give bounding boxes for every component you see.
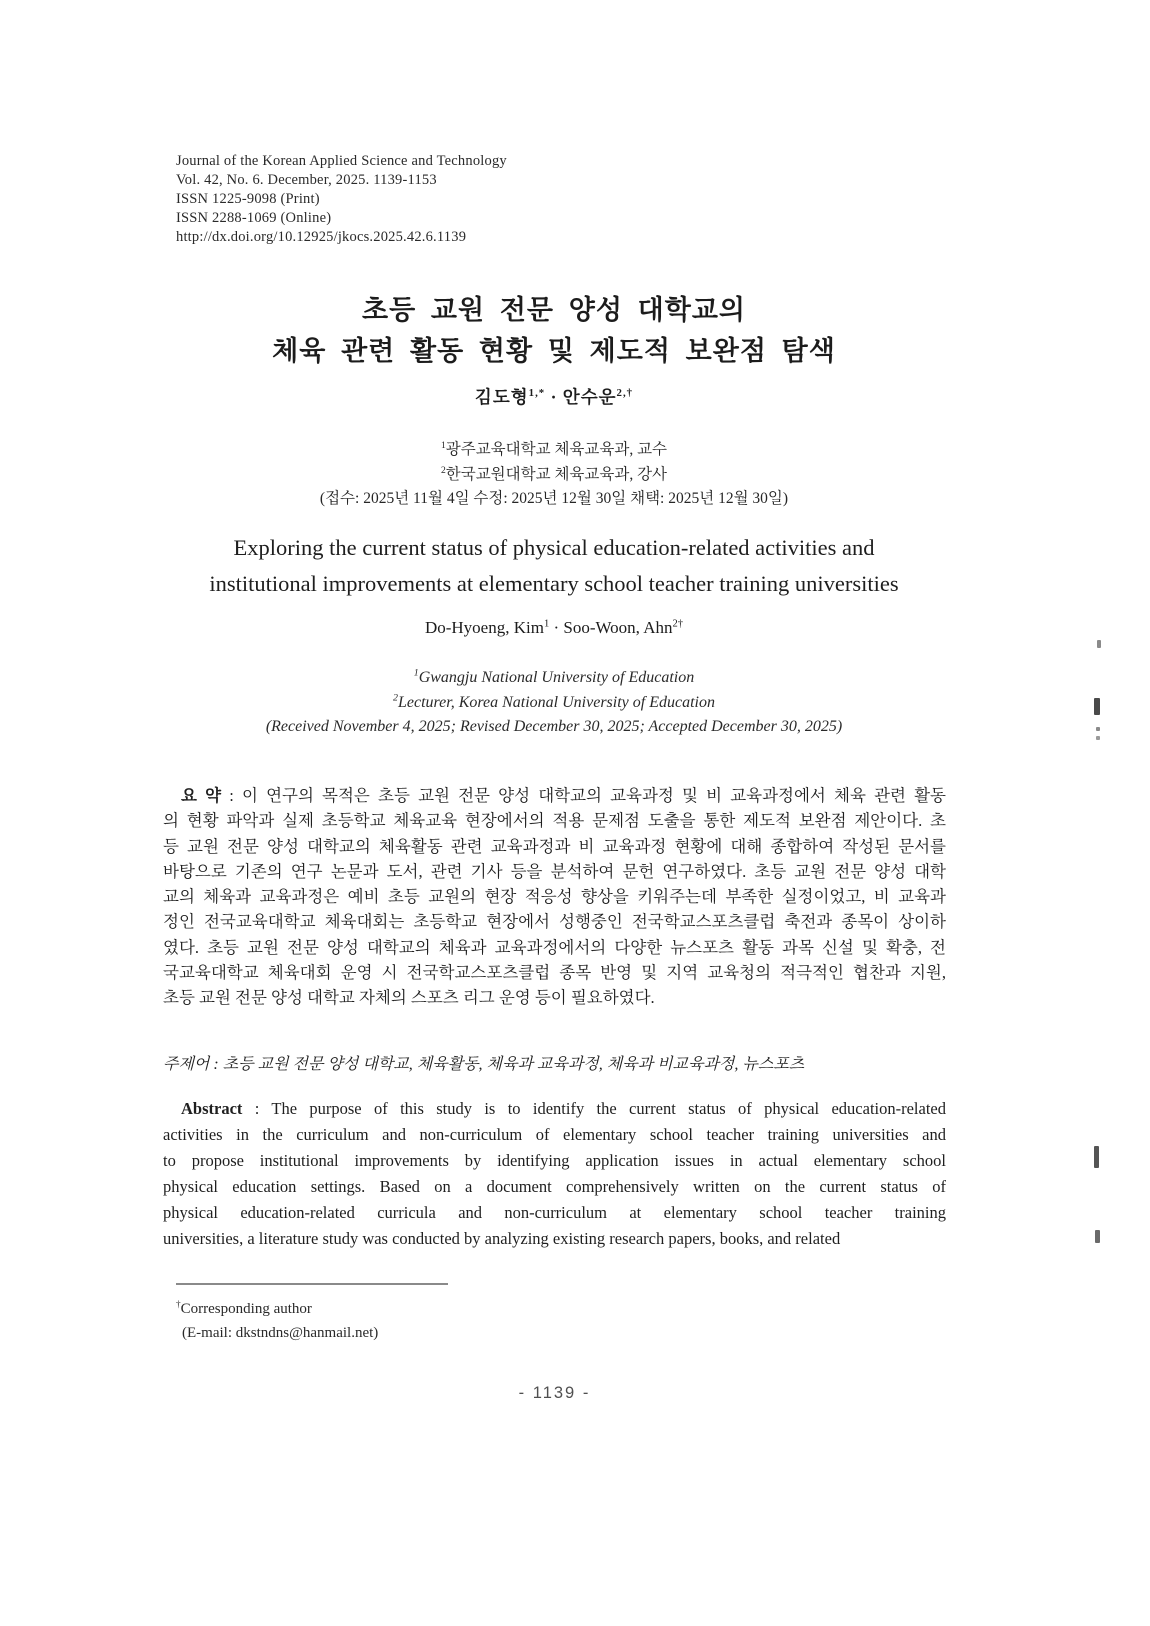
korean-dates: (접수: 2025년 11월 4일 수정: 2025년 12월 30일 채택: 2025년 12월 30일) <box>319 490 789 507</box>
korean-author-2-superscript: 2,† <box>616 387 634 400</box>
author-separator: · <box>545 387 563 407</box>
author-separator: · <box>549 618 564 637</box>
korean-abstract-text: 이 연구의 목적은 초등 교원 전문 양성 대학교의 교육과정 및 비 교육과정에서 체육 관련 활동 <box>241 786 946 805</box>
scan-artifact <box>1095 1230 1100 1243</box>
english-abstract-line: universities, a literature study was conducted by analyzing existing research papers, books, and related <box>163 1229 841 1248</box>
english-title <box>120 530 988 602</box>
affiliation-1-superscript: 1 <box>440 439 446 451</box>
korean-author-1: 김도형 <box>474 387 529 407</box>
korean-abstract-line: 였다. 초등 교원 전문 양성 대학교의 체육과 교육과정에서의 다양한 뉴스포츠 활동 과목 신설 및 확충, 전 <box>163 937 946 957</box>
korean-abstract-line: 등 교원 전문 양성 대학교의 체육활동 관련 교육과정과 비 교육과정 현황에 대해 종합하여 작성된 문서를 <box>163 836 946 856</box>
affiliation-1-text: 광주교육대학교 체육교육과, 교수 <box>445 441 668 458</box>
corresponding-author-footnote <box>176 1283 448 1345</box>
english-author-2-superscript: 2† <box>672 618 684 630</box>
footnote-divider <box>176 1283 448 1285</box>
issn-print: ISSN 1225-9098 (Print) <box>176 191 320 207</box>
korean-authors <box>163 384 945 409</box>
korean-abstract-line <box>163 783 946 808</box>
affiliation-1-superscript: 1 <box>413 667 419 679</box>
english-affiliation-1 <box>120 666 988 691</box>
english-abstract-text: The purpose of this study is to identify the current status of physical education-related <box>271 1099 946 1118</box>
affiliation-2-superscript: 2 <box>393 692 398 704</box>
korean-title-line2: 체육 관련 활동 현황 및 제도적 보완점 탐색 <box>272 336 836 366</box>
korean-abstract-line: 교의 체육과 교육과정은 예비 초등 교원의 현장 적응성 향상을 키워주는데 부족한 실정이었고, 비 교육과 <box>163 887 946 907</box>
korean-title-line1: 초등 교원 전문 양성 대학교의 <box>362 295 746 325</box>
korean-affiliation-1 <box>163 438 945 463</box>
affiliation-2-text: Lecturer, Korea National University of Education <box>397 693 715 711</box>
scan-artifact <box>1096 727 1100 731</box>
english-author-1: Do-Hyoeng, Kim <box>424 618 544 637</box>
journal-name: Journal of the Korean Applied Science and Technology <box>176 153 507 169</box>
korean-abstract-line: 정인 전국교육대학교 체육대회는 초등학교 현장에서 성행중인 전국학교스포츠클럽 축전과 종목이 상이하 <box>163 912 946 932</box>
english-affiliation-2 <box>120 691 988 716</box>
english-title-line1: Exploring the current status of physical education-related activities and <box>233 535 875 560</box>
korean-abstract-line: 국교육대학교 체육대회 운영 시 전국학교스포츠클럽 종목 반영 및 지역 교육청의 적극적인 협찬과 지원, <box>163 963 946 983</box>
english-abstract-line: activities in the curriculum and non-curriculum of elementary school teacher training universities and <box>163 1125 946 1144</box>
issn-online: ISSN 2288-1069 (Online) <box>176 210 332 226</box>
english-abstract-line <box>163 1096 946 1122</box>
english-authors <box>163 618 945 638</box>
english-abstract-line: physical education-related curricula and non-curriculum at elementary school teacher training <box>163 1203 946 1222</box>
english-affiliations <box>120 666 988 740</box>
affiliation-2-superscript: 2 <box>440 464 446 476</box>
english-dates: (Received November 4, 2025; Revised December 30, 2025; Accepted December 30, 2025) <box>265 718 843 735</box>
scan-artifact <box>1097 640 1101 648</box>
scan-artifact <box>1096 736 1100 740</box>
korean-title <box>163 290 945 372</box>
keywords: 주제어 : 초등 교원 전문 양성 대학교, 체육활동, 체육과 교육과정, 체육과 비교육과정, 뉴스포츠 <box>163 1056 805 1073</box>
affiliation-1-text: Gwangju National University of Education <box>418 669 695 686</box>
korean-abstract-colon: : <box>221 786 242 805</box>
korean-abstract-line: 의 현황 파악과 실제 초등학교 체육교육 현장에서의 적용 문제점 도출을 통한 제도적 보완점 제안이다. 초 <box>163 811 946 831</box>
journal-volume-issue: Vol. 42, No. 6. December, 2025. 1139-1153 <box>176 172 437 188</box>
doi-url: http://dx.doi.org/10.12925/jkocs.2025.42.6.1139 <box>176 229 467 245</box>
english-abstract-line: to propose institutional improvements by identifying application issues in actual elementary school <box>163 1151 946 1170</box>
korean-author-2: 안수운 <box>562 387 617 407</box>
english-title-line2: institutional improvements at elementary school teacher training universities <box>209 571 899 596</box>
korean-abstract-line: 초등 교원 전문 양성 대학교 자체의 스포츠 리그 운영 등이 필요하였다. <box>163 988 655 1008</box>
korean-affiliations <box>163 438 945 512</box>
dagger-mark: † <box>176 1300 181 1310</box>
korean-abstract-label: 요 약 <box>181 786 222 805</box>
corresponding-author-email: (E-mail: dkstndns@hanmail.net) <box>182 1325 379 1341</box>
scan-artifact <box>1094 1146 1099 1168</box>
english-abstract-label: Abstract <box>181 1099 243 1118</box>
scan-artifact <box>1094 698 1100 715</box>
corresponding-author-line <box>176 1297 448 1321</box>
korean-author-1-superscript: 1,* <box>528 387 546 400</box>
english-abstract <box>163 1096 946 1252</box>
journal-header <box>176 152 507 247</box>
page-number: - 1139 - <box>518 1384 591 1402</box>
korean-abstract-line: 바탕으로 기존의 연구 논문과 도서, 관련 기사 등을 분석하여 문헌 연구하였다. 초등 교원 전문 양성 대학 <box>163 861 946 881</box>
english-abstract-line: physical education settings. Based on a document comprehensively written on the current status of <box>163 1177 946 1196</box>
english-abstract-colon: : <box>242 1099 272 1118</box>
korean-affiliation-2 <box>163 463 945 488</box>
english-author-2: Soo-Woon, Ahn <box>563 618 673 637</box>
affiliation-2-text: 한국교원대학교 체육교육과, 강사 <box>445 465 668 483</box>
corresponding-author-text: Corresponding author <box>180 1301 312 1317</box>
korean-abstract <box>163 783 946 1011</box>
english-author-1-superscript: 1 <box>543 618 550 630</box>
